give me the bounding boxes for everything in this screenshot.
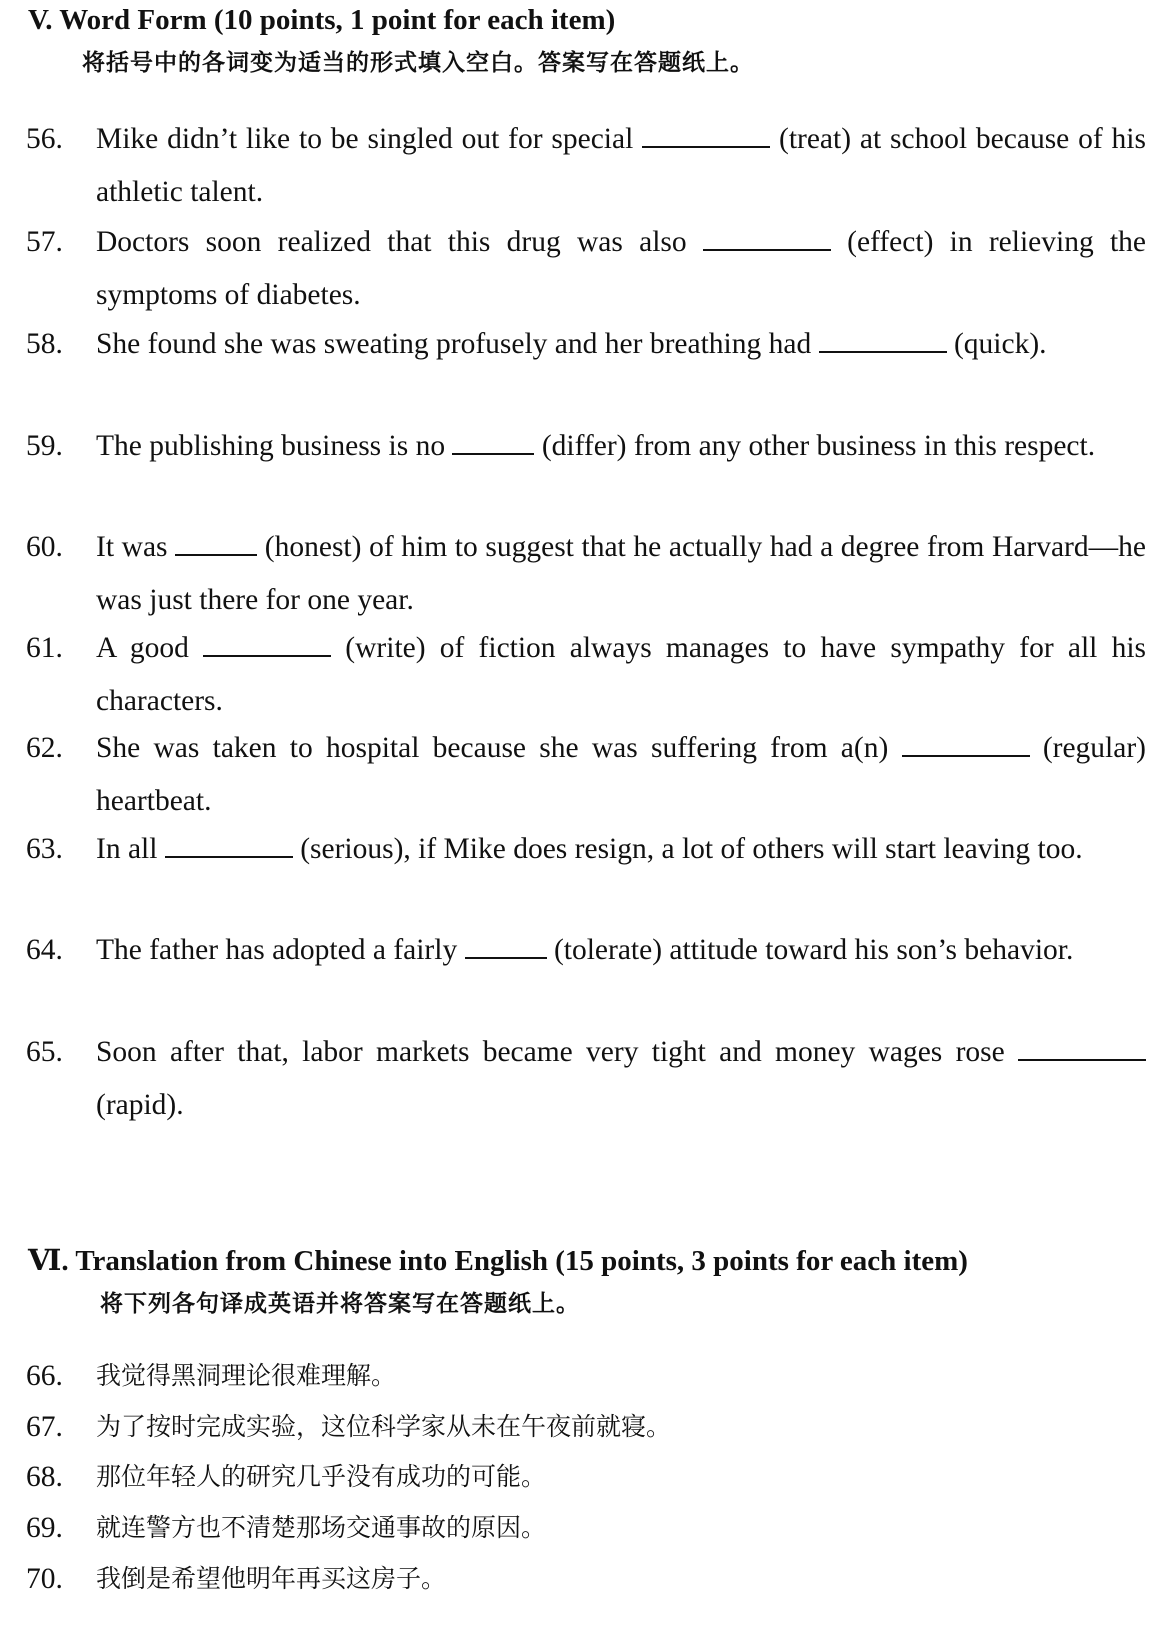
answer-blank	[203, 627, 331, 657]
question-text	[96, 823, 1146, 876]
translation-number: 66.	[26, 1360, 63, 1392]
question-text	[96, 622, 1146, 728]
text-before-blank: Soon after that, labor markets became very tight and money wages rose	[96, 1036, 1018, 1068]
answer-blank	[452, 425, 534, 455]
section-v-title-text: Word Form (10 points, 1 point for each item)	[59, 4, 616, 36]
text-before-blank: She was taken to hospital because she was suffering from a(n)	[96, 732, 902, 764]
text-after-blank: (quick).	[946, 328, 1047, 360]
text-before-blank: It was	[96, 531, 176, 563]
section-vi-header	[28, 1243, 968, 1319]
question-text	[96, 420, 1146, 473]
text-before-blank: Mike didn’t like to be singled out for special	[96, 123, 643, 155]
question-number: 62.	[26, 732, 63, 764]
translation-number: 70.	[26, 1563, 63, 1595]
question-text	[96, 722, 1146, 828]
question-text	[96, 318, 1146, 371]
question-text	[96, 1026, 1146, 1132]
text-after-blank: (serious), if Mike does resign, a lot of others will start leaving too.	[292, 833, 1083, 865]
question-number: 56.	[26, 123, 63, 155]
section-v-title	[28, 2, 754, 38]
text-after-blank: (tolerate) attitude toward his son’s behavior.	[546, 934, 1074, 966]
question-text	[96, 113, 1146, 219]
translation-text: 那位年轻人的研究几乎没有成功的可能。	[96, 1462, 547, 1491]
text-after-blank: (honest) of him to suggest that he actually had a degree from Harvard—he was just there for one year.	[96, 531, 1146, 616]
question-number: 63.	[26, 833, 63, 865]
section-vi-title	[28, 1243, 968, 1279]
text-after-blank: (rapid).	[96, 1089, 184, 1121]
answer-blank	[1018, 1031, 1146, 1061]
translation-number: 67.	[26, 1411, 63, 1443]
answer-blank	[642, 118, 770, 148]
answer-blank	[819, 323, 947, 353]
text-before-blank: In all	[96, 833, 165, 865]
answer-blank	[175, 526, 257, 556]
question-number: 59.	[26, 430, 63, 462]
section-v-header	[28, 2, 754, 78]
section-v-instruction: 将括号中的各词变为适当的形式填入空白。答案写在答题纸上。	[82, 50, 754, 76]
section-vi-title-text: Translation from Chinese into English (15 points, 3 points for each item)	[75, 1245, 968, 1277]
section-vi-numeral: Ⅵ.	[28, 1245, 69, 1277]
question-number: 61.	[26, 632, 63, 664]
translation-text: 我倒是希望他明年再买这房子。	[96, 1564, 447, 1593]
translation-text: 我觉得黑洞理论很难理解。	[96, 1361, 397, 1390]
text-before-blank: Doctors soon realized that this drug was also	[96, 226, 703, 258]
text-before-blank: She found she was sweating profusely and her breathing had	[96, 328, 819, 360]
section-v-numeral: V.	[28, 4, 53, 36]
text-before-blank: A good	[96, 632, 204, 664]
answer-blank	[165, 828, 293, 858]
question-number: 65.	[26, 1036, 63, 1068]
question-number: 64.	[26, 934, 63, 966]
text-before-blank: The father has adopted a fairly	[96, 934, 465, 966]
answer-blank	[902, 727, 1030, 757]
answer-blank	[703, 221, 831, 251]
answer-blank	[465, 929, 547, 959]
question-text	[96, 521, 1146, 627]
text-after-blank: (effect) in relieving the symptoms of diabetes.	[96, 226, 1147, 311]
text-after-blank: (regular) heartbeat.	[96, 732, 1146, 817]
text-after-blank: (write) of fiction always manages to have sympathy for all his characters.	[96, 632, 1146, 717]
question-text	[96, 216, 1146, 322]
question-number: 60.	[26, 531, 63, 563]
text-after-blank: (treat) at school because of his athletic talent.	[96, 123, 1146, 208]
translation-number: 69.	[26, 1512, 63, 1544]
section-vi-instruction: 将下列各句译成英语并将答案写在答题纸上。	[100, 1291, 580, 1317]
text-after-blank: (differ) from any other business in this respect.	[534, 430, 1096, 462]
translation-text: 就连警方也不清楚那场交通事故的原因。	[96, 1513, 547, 1542]
text-before-blank: The publishing business is no	[96, 430, 453, 462]
question-number: 58.	[26, 328, 63, 360]
question-text	[96, 924, 1146, 977]
question-number: 57.	[26, 226, 63, 258]
translation-number: 68.	[26, 1461, 63, 1493]
translation-text: 为了按时完成实验，这位科学家从未在午夜前就寝。	[96, 1412, 672, 1441]
